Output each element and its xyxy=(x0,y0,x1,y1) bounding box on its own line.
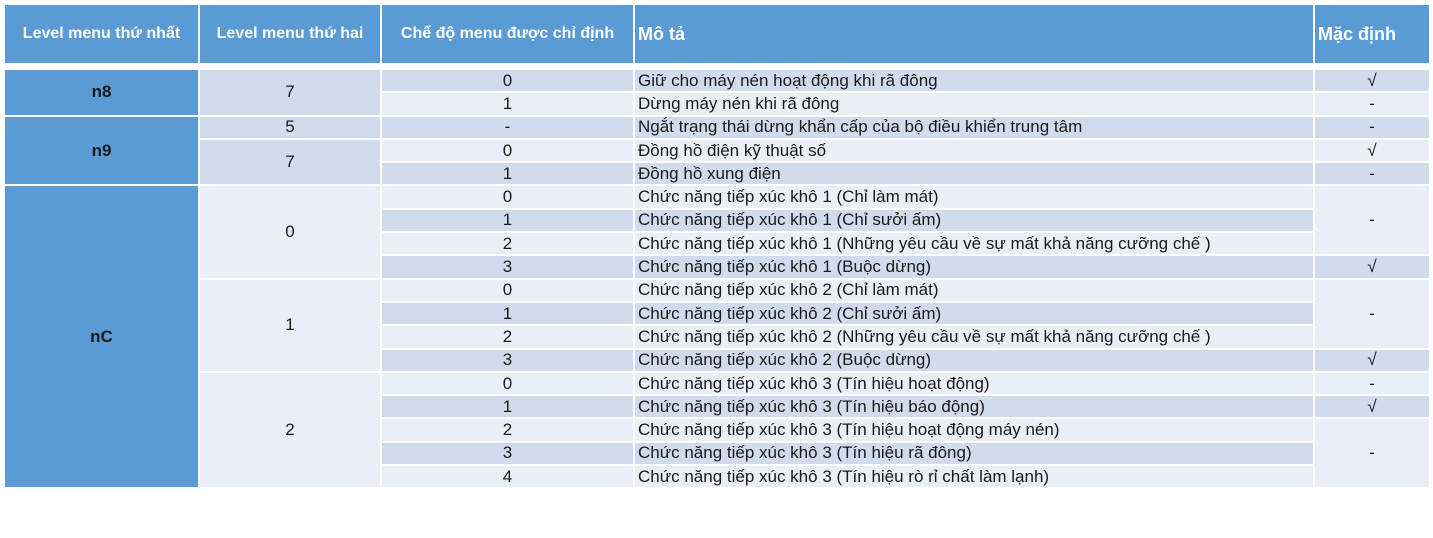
default-cell: √ xyxy=(1314,395,1430,418)
default-cell-merged: - xyxy=(1314,185,1430,255)
mode-cell: 1 xyxy=(381,92,634,115)
description-cell: Chức năng tiếp xúc khô 2 (Chỉ làm mát) xyxy=(634,279,1314,302)
default-cell-merged: - xyxy=(1314,279,1430,349)
description-cell: Chức năng tiếp xúc khô 1 (Buộc dừng) xyxy=(634,255,1314,278)
level2-n8-7: 7 xyxy=(199,69,381,116)
level2-n9-5: 5 xyxy=(199,116,381,139)
description-cell: Ngắt trạng thái dừng khẩn cấp của bộ điều khiển trung tâm xyxy=(634,116,1314,139)
header-default: Mặc định xyxy=(1314,4,1430,64)
table-row xyxy=(4,116,1430,139)
description-cell: Chức năng tiếp xúc khô 3 (Tín hiệu hoạt động máy nén) xyxy=(634,418,1314,441)
description-cell: Chức năng tiếp xúc khô 3 (Tín hiệu rò rỉ chất làm lạnh) xyxy=(634,465,1314,488)
mode-cell: 0 xyxy=(381,69,634,92)
default-cell: √ xyxy=(1314,69,1430,92)
mode-cell: 2 xyxy=(381,325,634,348)
level2-nC-2: 2 xyxy=(199,372,381,488)
description-cell: Chức năng tiếp xúc khô 1 (Chỉ sưởi ấm) xyxy=(634,209,1314,232)
description-cell: Chức năng tiếp xúc khô 3 (Tín hiệu rã đông) xyxy=(634,442,1314,465)
header-mode: Chế độ menu được chỉ định xyxy=(381,4,634,64)
mode-cell: 1 xyxy=(381,209,634,232)
table-row xyxy=(4,69,1430,92)
table-row xyxy=(4,279,1430,302)
default-cell: √ xyxy=(1314,139,1430,162)
menu-settings-table xyxy=(3,3,1431,489)
default-cell: √ xyxy=(1314,255,1430,278)
mode-cell: 0 xyxy=(381,185,634,208)
description-cell: Dừng máy nén khi rã đông xyxy=(634,92,1314,115)
mode-cell: 1 xyxy=(381,162,634,185)
mode-cell: 0 xyxy=(381,139,634,162)
default-cell-merged: - xyxy=(1314,418,1430,488)
header-level1: Level menu thứ nhất xyxy=(4,4,199,64)
mode-cell: 3 xyxy=(381,349,634,372)
header-row xyxy=(4,4,1430,64)
header-description: Mô tả xyxy=(634,4,1314,64)
mode-cell: - xyxy=(381,116,634,139)
description-cell: Chức năng tiếp xúc khô 3 (Tín hiệu báo động) xyxy=(634,395,1314,418)
header-level2: Level menu thứ hai xyxy=(199,4,381,64)
mode-cell: 0 xyxy=(381,279,634,302)
mode-cell: 2 xyxy=(381,418,634,441)
mode-cell: 4 xyxy=(381,465,634,488)
mode-cell: 2 xyxy=(381,232,634,255)
default-cell: - xyxy=(1314,116,1430,139)
mode-cell: 3 xyxy=(381,442,634,465)
table-row xyxy=(4,372,1430,395)
level1-n8: n8 xyxy=(4,69,199,116)
description-cell: Giữ cho máy nén hoạt động khi rã đông xyxy=(634,69,1314,92)
level2-nC-1: 1 xyxy=(199,279,381,372)
level1-n9: n9 xyxy=(4,116,199,186)
level2-n9-7: 7 xyxy=(199,139,381,186)
table-row xyxy=(4,185,1430,208)
default-cell: √ xyxy=(1314,349,1430,372)
default-cell: - xyxy=(1314,372,1430,395)
level1-nC: nC xyxy=(4,185,199,488)
description-cell: Chức năng tiếp xúc khô 2 (Buộc dừng) xyxy=(634,349,1314,372)
mode-cell: 0 xyxy=(381,372,634,395)
table-row xyxy=(4,139,1430,162)
default-cell: - xyxy=(1314,162,1430,185)
description-cell: Chức năng tiếp xúc khô 1 (Chỉ làm mát) xyxy=(634,185,1314,208)
mode-cell: 1 xyxy=(381,395,634,418)
mode-cell: 1 xyxy=(381,302,634,325)
mode-cell: 3 xyxy=(381,255,634,278)
description-cell: Chức năng tiếp xúc khô 3 (Tín hiệu hoạt động) xyxy=(634,372,1314,395)
description-cell: Chức năng tiếp xúc khô 2 (Những yêu cầu về sự mất khả năng cưỡng chế ) xyxy=(634,325,1314,348)
description-cell: Chức năng tiếp xúc khô 2 (Chỉ sưởi ấm) xyxy=(634,302,1314,325)
description-cell: Chức năng tiếp xúc khô 1 (Những yêu cầu về sự mất khả năng cưỡng chế ) xyxy=(634,232,1314,255)
description-cell: Đồng hồ điện kỹ thuật số xyxy=(634,139,1314,162)
level2-nC-0: 0 xyxy=(199,185,381,278)
default-cell: - xyxy=(1314,92,1430,115)
description-cell: Đồng hồ xung điện xyxy=(634,162,1314,185)
